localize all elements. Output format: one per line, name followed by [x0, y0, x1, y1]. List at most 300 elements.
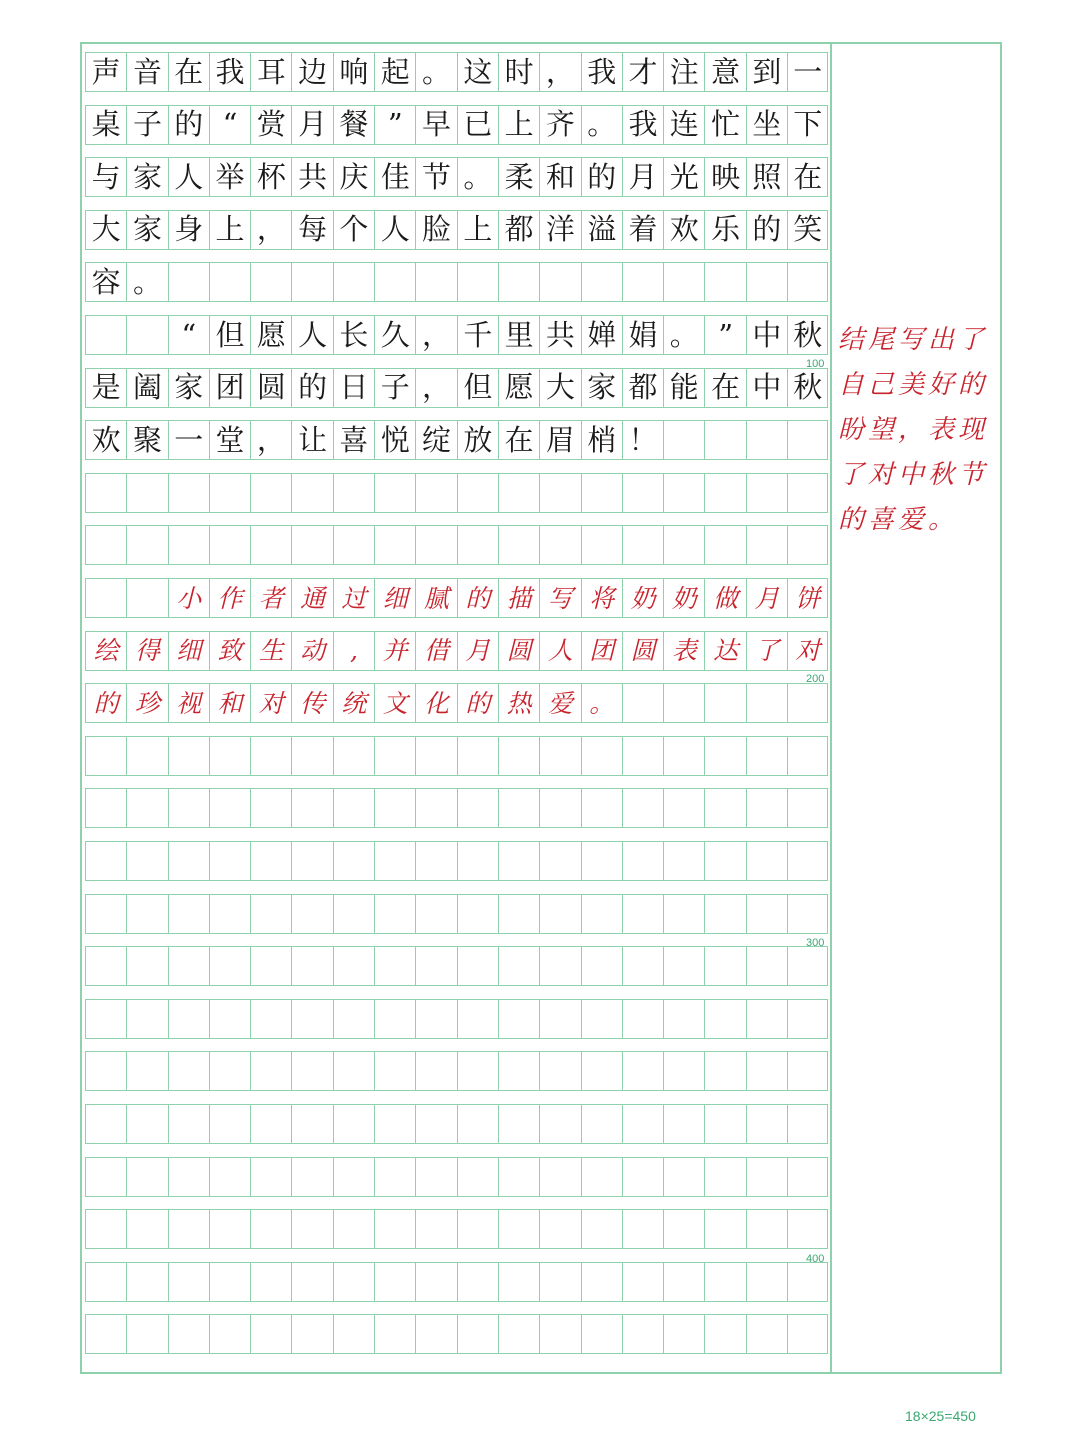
- grid-cell: 者: [250, 578, 291, 618]
- grid-cell: 传: [291, 683, 332, 723]
- grid-cell: [168, 999, 209, 1039]
- grid-row: [85, 578, 830, 618]
- grid-cell: [209, 1104, 250, 1144]
- grid-cell: 光: [663, 157, 704, 197]
- grid-cell: 表: [663, 631, 704, 671]
- grid-cell: [581, 1314, 622, 1354]
- grid-cell: [250, 736, 291, 776]
- grid-cell: [787, 1209, 828, 1249]
- grid-cell: 在: [704, 368, 745, 408]
- grid-cell: [746, 1209, 787, 1249]
- grid-cell: 过: [333, 578, 374, 618]
- grid-cell: [457, 1104, 498, 1144]
- grid-row: [85, 420, 830, 460]
- grid-cell: 千: [457, 315, 498, 355]
- grid-cell: [787, 683, 828, 723]
- grid-cell: [291, 1104, 332, 1144]
- grid-cell: 每: [291, 210, 332, 250]
- grid-cell: [622, 262, 663, 302]
- grid-cell: [85, 999, 126, 1039]
- grid-cell: 人: [539, 631, 580, 671]
- grid-cell: [498, 736, 539, 776]
- grid-cell: 统: [333, 683, 374, 723]
- grid-cell: 的: [168, 105, 209, 145]
- grid-cell: [663, 736, 704, 776]
- grid-row: [85, 262, 830, 302]
- grid-cell: [539, 473, 580, 513]
- grid-cell: [539, 788, 580, 828]
- grid-cell: 日: [333, 368, 374, 408]
- grid-cell: [539, 525, 580, 565]
- grid-cell: 文: [374, 683, 415, 723]
- grid-cell: [498, 1157, 539, 1197]
- grid-cell: [704, 1314, 745, 1354]
- grid-cell: [581, 736, 622, 776]
- grid-cell: [539, 1262, 580, 1302]
- grid-cell: [333, 1104, 374, 1144]
- grid-cell: [581, 1051, 622, 1091]
- grid-cell: 家: [126, 157, 167, 197]
- grid-cell: 欢: [663, 210, 704, 250]
- grid-cell: 和: [539, 157, 580, 197]
- grid-cell: ，: [539, 52, 580, 92]
- grid-cell: 悦: [374, 420, 415, 460]
- grid-cell: [457, 1262, 498, 1302]
- grid-cell: ”: [374, 105, 415, 145]
- grid-cell: ，: [250, 210, 291, 250]
- grid-cell: [539, 1104, 580, 1144]
- grid-cell: [209, 788, 250, 828]
- grid-cell: [622, 1104, 663, 1144]
- grid-cell: 上: [209, 210, 250, 250]
- grid-cell: [663, 1314, 704, 1354]
- grid-cell: 。: [415, 52, 456, 92]
- grid-cell: [126, 946, 167, 986]
- grid-cell: 音: [126, 52, 167, 92]
- grid-cell: [498, 262, 539, 302]
- grid-cell: 这: [457, 52, 498, 92]
- grid-cell: [581, 473, 622, 513]
- grid-cell: 细: [168, 631, 209, 671]
- grid-cell: 乐: [704, 210, 745, 250]
- grid-cell: [746, 420, 787, 460]
- grid-cell: 下: [787, 105, 828, 145]
- grid-cell: 通: [291, 578, 332, 618]
- grid-cell: ，: [415, 315, 456, 355]
- grid-cell: 对: [250, 683, 291, 723]
- grid-cell: [209, 894, 250, 934]
- grid-cell: 但: [457, 368, 498, 408]
- grid-cell: [209, 1314, 250, 1354]
- grid-cell: [746, 1314, 787, 1354]
- grid-cell: [746, 473, 787, 513]
- count-marker-400: 400: [806, 1253, 825, 1265]
- grid-cell: [415, 262, 456, 302]
- grid-cell: [168, 736, 209, 776]
- grid-cell: 一: [787, 52, 828, 92]
- grid-cell: [787, 841, 828, 881]
- grid-cell: 都: [622, 368, 663, 408]
- grid-cell: 腻: [415, 578, 456, 618]
- grid-row: [85, 1209, 830, 1249]
- grid-cell: [168, 1262, 209, 1302]
- grid-cell: [209, 999, 250, 1039]
- grid-cell: 里: [498, 315, 539, 355]
- grid-cell: [415, 999, 456, 1039]
- grid-cell: [85, 946, 126, 986]
- grid-cell: [787, 946, 828, 986]
- grid-cell: [85, 1051, 126, 1091]
- grid-cell: 奶: [622, 578, 663, 618]
- grid-cell: 子: [374, 368, 415, 408]
- grid-cell: [291, 1262, 332, 1302]
- grid-cell: [85, 841, 126, 881]
- grid-cell: [581, 1262, 622, 1302]
- grid-cell: [663, 841, 704, 881]
- grid-cell: [415, 473, 456, 513]
- grid-cell: 照: [746, 157, 787, 197]
- grid-cell: [415, 788, 456, 828]
- grid-cell: [85, 1157, 126, 1197]
- grid-cell: [663, 262, 704, 302]
- grid-cell: 都: [498, 210, 539, 250]
- grid-size-label: 18×25=450: [905, 1408, 976, 1424]
- grid-cell: [498, 1104, 539, 1144]
- grid-cell: [622, 894, 663, 934]
- grid-cell: 溢: [581, 210, 622, 250]
- grid-cell: [622, 1209, 663, 1249]
- grid-cell: [374, 1051, 415, 1091]
- grid-cell: 才: [622, 52, 663, 92]
- grid-cell: [746, 946, 787, 986]
- grid-cell: [333, 946, 374, 986]
- grid-cell: [374, 999, 415, 1039]
- grid-cell: [663, 1262, 704, 1302]
- grid-cell: 。: [126, 262, 167, 302]
- grid-cell: [498, 999, 539, 1039]
- grid-cell: [539, 1157, 580, 1197]
- grid-cell: [291, 736, 332, 776]
- grid-cell: [415, 736, 456, 776]
- grid-cell: [539, 946, 580, 986]
- grid-cell: [622, 946, 663, 986]
- grid-cell: 我: [209, 52, 250, 92]
- grid-cell: 动: [291, 631, 332, 671]
- grid-cell: [415, 1157, 456, 1197]
- grid-cell: [250, 1209, 291, 1249]
- grid-cell: 但: [209, 315, 250, 355]
- grid-cell: [168, 1209, 209, 1249]
- grid-cell: [250, 1051, 291, 1091]
- grid-cell: [291, 1314, 332, 1354]
- grid-cell: [704, 1157, 745, 1197]
- grid-cell: [333, 262, 374, 302]
- grid-cell: [581, 946, 622, 986]
- grid-cell: [333, 473, 374, 513]
- grid-cell: [622, 1314, 663, 1354]
- grid-cell: [622, 999, 663, 1039]
- grid-cell: [787, 1314, 828, 1354]
- grid-cell: 愿: [498, 368, 539, 408]
- grid-cell: [168, 262, 209, 302]
- grid-cell: 秋: [787, 368, 828, 408]
- grid-cell: ，: [250, 420, 291, 460]
- grid-cell: [498, 525, 539, 565]
- grid-cell: [457, 946, 498, 986]
- grid-cell: [704, 1104, 745, 1144]
- grid-cell: [746, 1262, 787, 1302]
- grid-cell: 团: [209, 368, 250, 408]
- grid-cell: [498, 894, 539, 934]
- grid-cell: [333, 894, 374, 934]
- grid-cell: [498, 1051, 539, 1091]
- grid-cell: 秋: [787, 315, 828, 355]
- grid-cell: 在: [168, 52, 209, 92]
- grid-cell: [457, 1314, 498, 1354]
- grid-cell: [209, 1157, 250, 1197]
- grid-cell: 愿: [250, 315, 291, 355]
- grid-cell: [498, 1209, 539, 1249]
- grid-cell: [663, 1157, 704, 1197]
- grid-cell: [333, 736, 374, 776]
- count-marker-100: 100: [806, 358, 825, 370]
- margin-comment: [838, 318, 1003, 543]
- grid-cell: 身: [168, 210, 209, 250]
- grid-cell: [787, 788, 828, 828]
- grid-row: [85, 841, 830, 881]
- grid-cell: [85, 894, 126, 934]
- grid-cell: [746, 894, 787, 934]
- grid-cell: [663, 999, 704, 1039]
- grid-cell: 的: [581, 157, 622, 197]
- grid-cell: [374, 1209, 415, 1249]
- grid-cell: 着: [622, 210, 663, 250]
- grid-cell: 耳: [250, 52, 291, 92]
- grid-cell: [622, 525, 663, 565]
- grid-cell: [333, 1262, 374, 1302]
- grid-cell: [581, 262, 622, 302]
- grid-cell: [622, 1262, 663, 1302]
- grid-cell: [374, 1262, 415, 1302]
- grid-cell: [663, 894, 704, 934]
- grid-cell: [457, 1157, 498, 1197]
- grid-cell: [250, 841, 291, 881]
- grid-cell: [787, 1104, 828, 1144]
- grid-cell: 。: [663, 315, 704, 355]
- grid-cell: 生: [250, 631, 291, 671]
- grid-cell: 圆: [498, 631, 539, 671]
- grid-cell: [704, 473, 745, 513]
- grid-cell: [704, 841, 745, 881]
- grid-cell: 梢: [581, 420, 622, 460]
- grid-cell: [333, 1157, 374, 1197]
- grid-cell: 家: [168, 368, 209, 408]
- grid-cell: [539, 1314, 580, 1354]
- grid-cell: [746, 999, 787, 1039]
- grid-row: [85, 315, 830, 355]
- grid-row: [85, 105, 830, 145]
- grid-cell: 的: [457, 578, 498, 618]
- grid-cell: [126, 894, 167, 934]
- grid-cell: 绽: [415, 420, 456, 460]
- grid-cell: 圆: [250, 368, 291, 408]
- grid-cell: 上: [457, 210, 498, 250]
- grid-cell: [291, 525, 332, 565]
- grid-row: [85, 1104, 830, 1144]
- grid-cell: [457, 262, 498, 302]
- grid-cell: 饼: [787, 578, 828, 618]
- grid-cell: 爱: [539, 683, 580, 723]
- grid-cell: [663, 683, 704, 723]
- grid-cell: 聚: [126, 420, 167, 460]
- grid-cell: [374, 473, 415, 513]
- grid-cell: [168, 473, 209, 513]
- count-marker-300: 300: [806, 937, 825, 949]
- grid-cell: 月: [622, 157, 663, 197]
- grid-cell: 达: [704, 631, 745, 671]
- grid-cell: 让: [291, 420, 332, 460]
- grid-cell: 响: [333, 52, 374, 92]
- grid-cell: [126, 788, 167, 828]
- grid-cell: 热: [498, 683, 539, 723]
- grid-cell: [333, 999, 374, 1039]
- grid-cell: [374, 736, 415, 776]
- grid-cell: 是: [85, 368, 126, 408]
- grid-cell: [415, 525, 456, 565]
- grid-cell: 时: [498, 52, 539, 92]
- margin-comment-line: 盼望，表现: [838, 415, 989, 445]
- grid-cell: 做: [704, 578, 745, 618]
- grid-cell: [85, 1104, 126, 1144]
- grid-cell: 绘: [85, 631, 126, 671]
- grid-cell: [333, 841, 374, 881]
- grid-cell: [539, 1209, 580, 1249]
- grid-row: [85, 999, 830, 1039]
- grid-cell: [581, 841, 622, 881]
- grid-cell: [498, 788, 539, 828]
- grid-cell: [457, 736, 498, 776]
- grid-cell: [746, 1104, 787, 1144]
- grid-row: [85, 631, 830, 671]
- grid-cell: [291, 841, 332, 881]
- grid-cell: [704, 262, 745, 302]
- grid-cell: [250, 525, 291, 565]
- grid-cell: [622, 1051, 663, 1091]
- grid-cell: 化: [415, 683, 456, 723]
- grid-cell: [168, 1104, 209, 1144]
- grid-cell: [704, 999, 745, 1039]
- grid-cell: [209, 736, 250, 776]
- grid-cell: [746, 683, 787, 723]
- grid-cell: 了: [746, 631, 787, 671]
- grid-cell: [291, 999, 332, 1039]
- grid-cell: [291, 262, 332, 302]
- grid-cell: [787, 262, 828, 302]
- grid-cell: 个: [333, 210, 374, 250]
- essay-grid: [85, 52, 830, 1370]
- grid-cell: [581, 1157, 622, 1197]
- grid-cell: [498, 1314, 539, 1354]
- grid-cell: [374, 1314, 415, 1354]
- margin-comment-line: 了对中秋节: [838, 460, 989, 490]
- grid-cell: [250, 1262, 291, 1302]
- grid-cell: 人: [374, 210, 415, 250]
- grid-cell: 大: [85, 210, 126, 250]
- grid-cell: 子: [126, 105, 167, 145]
- grid-cell: 大: [539, 368, 580, 408]
- grid-cell: [168, 841, 209, 881]
- grid-cell: ，: [415, 368, 456, 408]
- grid-cell: 柔: [498, 157, 539, 197]
- grid-cell: [457, 841, 498, 881]
- grid-cell: 到: [746, 52, 787, 92]
- grid-row: [85, 525, 830, 565]
- grid-cell: 齐: [539, 105, 580, 145]
- grid-cell: [126, 1104, 167, 1144]
- grid-cell: 赏: [250, 105, 291, 145]
- grid-row: [85, 1262, 830, 1302]
- grid-cell: [704, 788, 745, 828]
- grid-cell: [457, 1051, 498, 1091]
- grid-cell: 与: [85, 157, 126, 197]
- grid-cell: [374, 1104, 415, 1144]
- grid-cell: [539, 894, 580, 934]
- grid-cell: 借: [415, 631, 456, 671]
- grid-cell: 连: [663, 105, 704, 145]
- grid-cell: 笑: [787, 210, 828, 250]
- grid-cell: [250, 1104, 291, 1144]
- grid-cell: [746, 736, 787, 776]
- grid-cell: [291, 894, 332, 934]
- grid-cell: [539, 262, 580, 302]
- grid-cell: 久: [374, 315, 415, 355]
- grid-cell: [250, 473, 291, 513]
- grid-cell: 并: [374, 631, 415, 671]
- grid-cell: 。: [581, 105, 622, 145]
- grid-cell: [250, 1157, 291, 1197]
- grid-cell: 作: [209, 578, 250, 618]
- margin-divider: [830, 42, 832, 1374]
- grid-row: [85, 736, 830, 776]
- grid-row: [85, 946, 830, 986]
- grid-cell: [374, 1157, 415, 1197]
- grid-row: [85, 52, 830, 92]
- grid-cell: [333, 1051, 374, 1091]
- grid-cell: [787, 999, 828, 1039]
- grid-cell: [622, 841, 663, 881]
- grid-cell: [126, 999, 167, 1039]
- grid-cell: [581, 525, 622, 565]
- grid-cell: [168, 946, 209, 986]
- grid-cell: 眉: [539, 420, 580, 460]
- grid-cell: [415, 894, 456, 934]
- grid-cell: [704, 683, 745, 723]
- grid-cell: 我: [622, 105, 663, 145]
- grid-cell: [704, 1051, 745, 1091]
- grid-cell: [374, 946, 415, 986]
- grid-cell: [250, 946, 291, 986]
- grid-cell: [168, 1051, 209, 1091]
- grid-cell: [663, 420, 704, 460]
- grid-cell: 的: [291, 368, 332, 408]
- grid-cell: [746, 1157, 787, 1197]
- count-marker-200: 200: [806, 673, 825, 685]
- grid-cell: [457, 999, 498, 1039]
- grid-cell: 月: [457, 631, 498, 671]
- grid-cell: [787, 473, 828, 513]
- grid-cell: [704, 894, 745, 934]
- grid-cell: [126, 315, 167, 355]
